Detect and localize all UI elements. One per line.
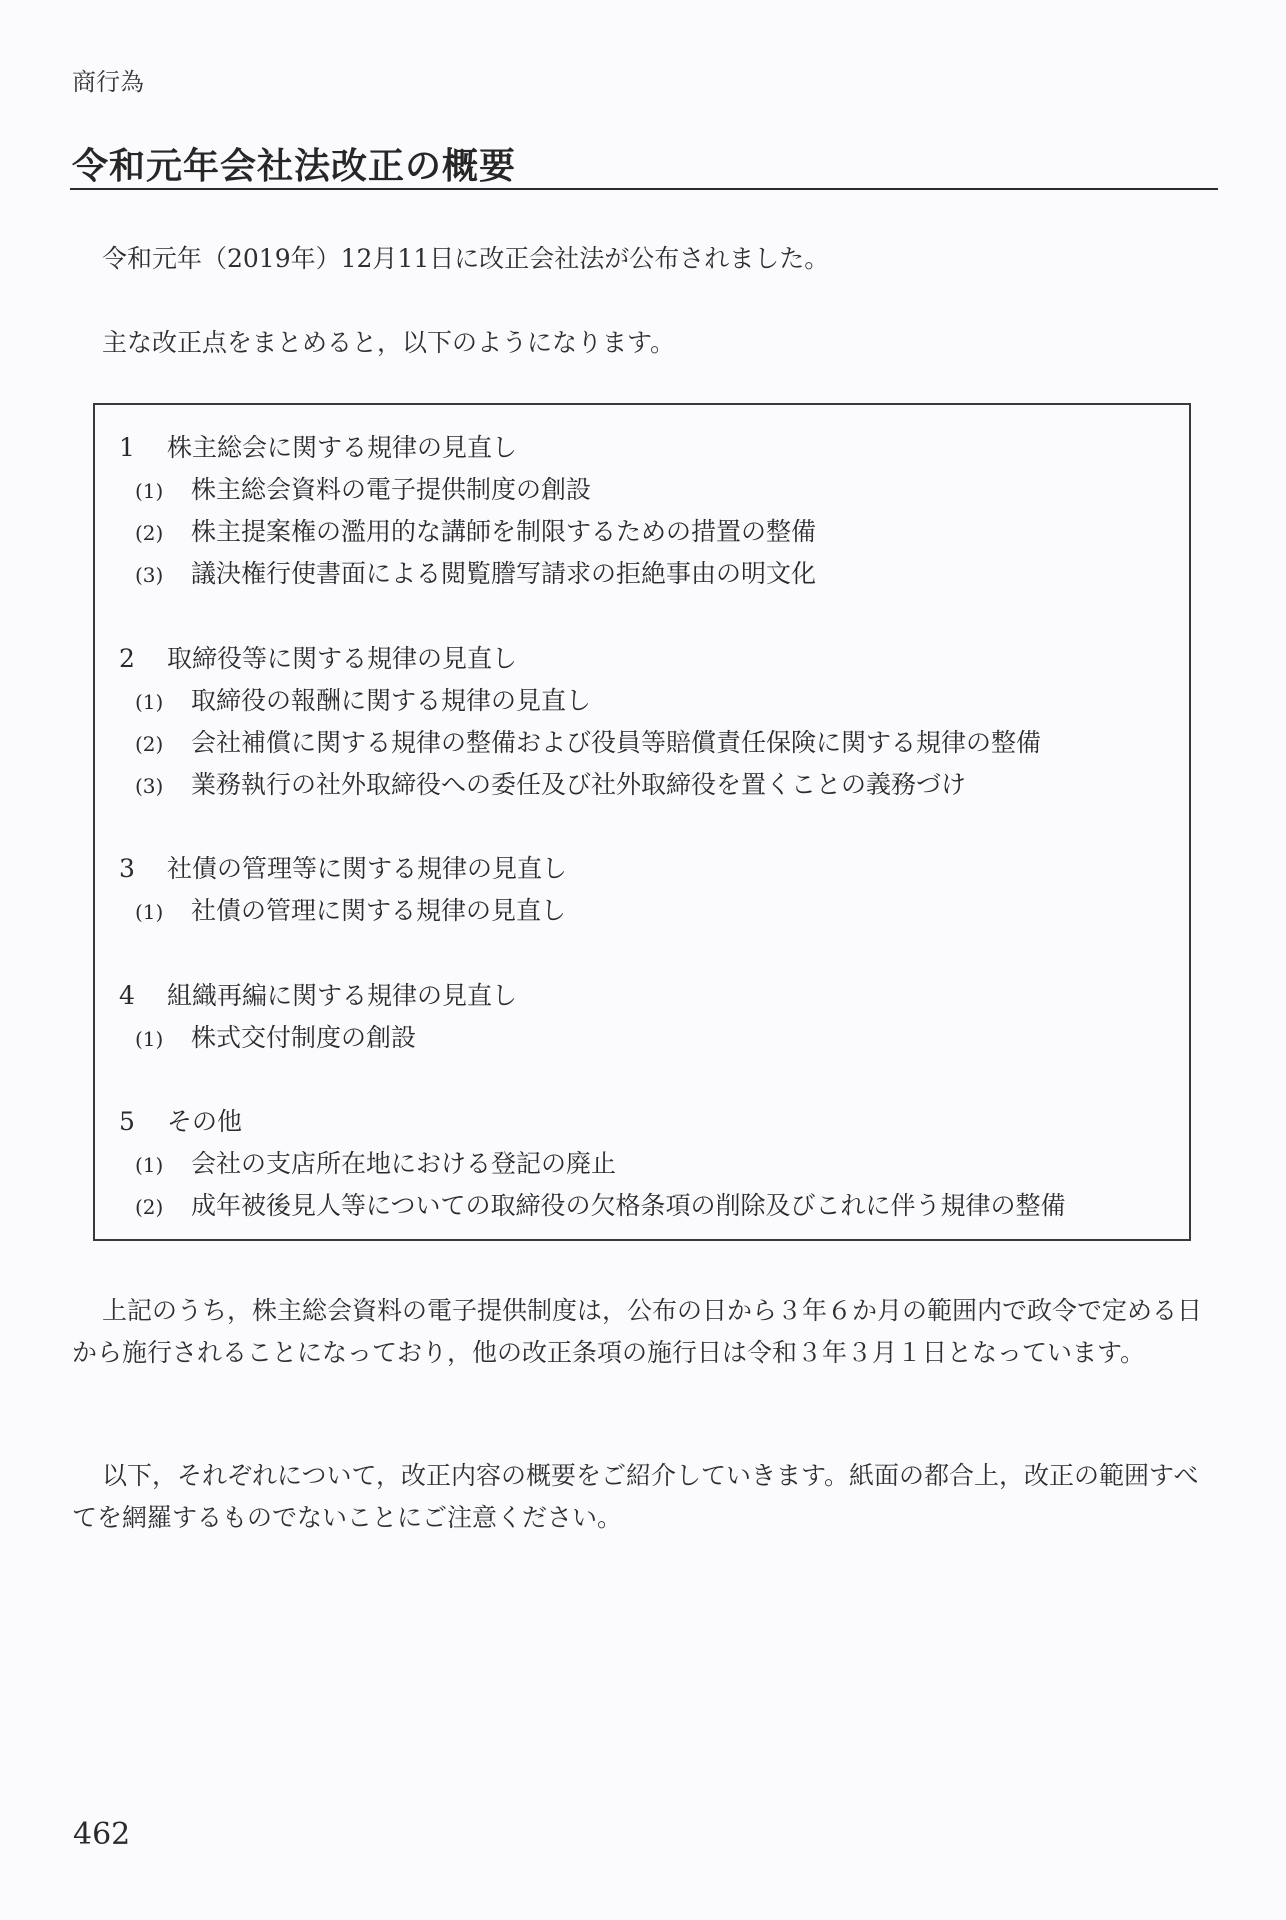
- page-title: 令和元年会社法改正の概要: [72, 146, 517, 187]
- list-item: [135, 680, 591, 723]
- item-number: (1): [135, 1027, 164, 1051]
- item-text: 取締役の報酬に関する規律の見直し: [191, 686, 592, 715]
- summary-box: [93, 403, 1191, 1241]
- list-item: [135, 511, 816, 554]
- list-item: [135, 764, 966, 807]
- section-title: その他: [167, 1107, 243, 1136]
- section-number: 1: [119, 433, 135, 462]
- list-item: [135, 469, 591, 512]
- section-heading: [119, 975, 517, 1017]
- item-text: 議決権行使書面による閲覧謄写請求の拒絶事由の明文化: [191, 559, 817, 588]
- list-item: [135, 1185, 1066, 1228]
- list-item: [135, 1017, 416, 1060]
- item-number: (1): [135, 479, 164, 503]
- item-number: (3): [135, 563, 164, 587]
- section-heading: [119, 848, 567, 890]
- list-item: [135, 553, 816, 596]
- list-item: [135, 890, 566, 933]
- section-number: 3: [119, 854, 135, 883]
- item-number: (3): [135, 774, 164, 798]
- item-number: (2): [135, 732, 164, 756]
- item-text: 業務執行の社外取締役への委任及び社外取締役を置くことの義務づけ: [191, 770, 967, 799]
- section-heading: [119, 427, 517, 469]
- item-text: 株式交付制度の創設: [191, 1023, 417, 1052]
- section-number: 2: [119, 644, 135, 673]
- list-item: [135, 1143, 616, 1186]
- item-number: (2): [135, 1195, 164, 1219]
- section-title: 株主総会に関する規律の見直し: [167, 433, 518, 462]
- section-heading: [119, 638, 517, 680]
- item-text: 株主総会資料の電子提供制度の創設: [191, 475, 592, 504]
- section-heading: [119, 1101, 242, 1143]
- item-text: 株主提案権の濫用的な講師を制限するための措置の整備: [191, 517, 817, 546]
- section-number: 5: [119, 1107, 135, 1136]
- item-text: 社債の管理に関する規律の見直し: [191, 896, 567, 925]
- section-number: 4: [119, 981, 135, 1010]
- running-head: 商行為: [72, 68, 144, 96]
- section-title: 組織再編に関する規律の見直し: [167, 981, 518, 1010]
- intro-paragraph-2: 主な改正点をまとめると，以下のようになります。: [102, 328, 676, 357]
- item-number: (1): [135, 900, 164, 924]
- item-number: (1): [135, 690, 164, 714]
- item-number: (1): [135, 1153, 164, 1177]
- body-paragraph-2: 以下，それぞれについて，改正内容の概要をご紹介していきます。紙面の都合上，改正の範囲すべてを網羅するものでないことにご注意ください。: [72, 1461, 1199, 1532]
- list-item: [135, 722, 1041, 765]
- intro-paragraph-1: 令和元年（2019年）12月11日に改正会社法が公布されました。: [102, 244, 830, 273]
- item-text: 成年被後見人等についての取締役の欠格条項の削除及びこれに伴う規律の整備: [191, 1191, 1066, 1220]
- body-paragraph-1: 上記のうち，株主総会資料の電子提供制度は，公布の日から３年６か月の範囲内で政令で定める日から施行されることになっており，他の改正条項の施行日は令和３年３月１日となっています。: [72, 1296, 1203, 1367]
- item-text: 会社補償に関する規律の整備および役員等賠償責任保険に関する規律の整備: [191, 728, 1042, 757]
- item-text: 会社の支店所在地における登記の廃止: [191, 1149, 617, 1178]
- page-number: 462: [73, 1817, 131, 1852]
- title-underline: [70, 188, 1218, 190]
- section-title: 取締役等に関する規律の見直し: [167, 644, 518, 673]
- item-number: (2): [135, 521, 164, 545]
- section-title: 社債の管理等に関する規律の見直し: [167, 854, 568, 883]
